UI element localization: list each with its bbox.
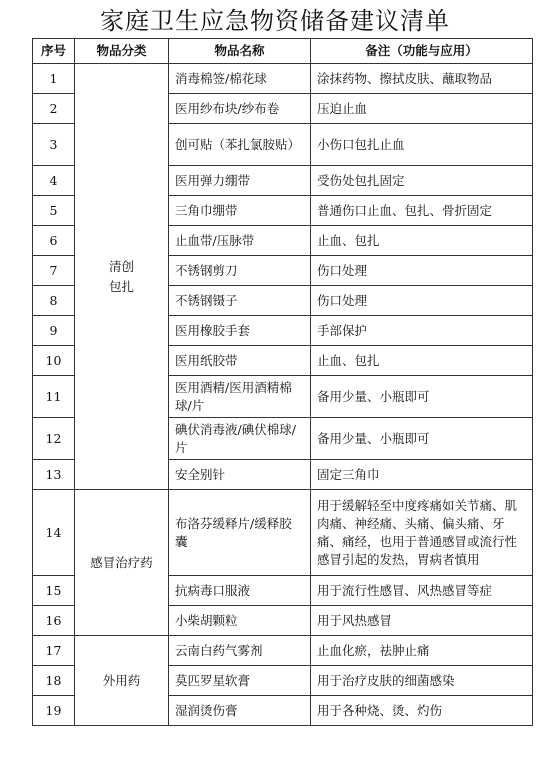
item-name: 安全别针 <box>169 460 311 490</box>
item-note: 止血、包扎 <box>311 346 533 376</box>
item-number: 19 <box>33 696 75 726</box>
header-category: 物品分类 <box>75 39 169 64</box>
item-note: 用于缓解轻至中度疼痛如关节痛、肌肉痛、神经痛、头痛、偏头痛、牙痛、痛经，也用于普通感冒或流行性感冒引起的发热，胃病者慎用 <box>311 490 533 576</box>
item-name: 创可贴（苯扎氯胺贴） <box>169 124 311 166</box>
item-number: 4 <box>33 166 75 196</box>
item-number: 9 <box>33 316 75 346</box>
item-note: 固定三角巾 <box>311 460 533 490</box>
item-name: 不锈钢镊子 <box>169 286 311 316</box>
item-number: 16 <box>33 606 75 636</box>
item-number: 15 <box>33 576 75 606</box>
item-number: 10 <box>33 346 75 376</box>
item-name: 止血带/压脉带 <box>169 226 311 256</box>
item-number: 5 <box>33 196 75 226</box>
table-body <box>33 64 533 726</box>
item-number: 6 <box>33 226 75 256</box>
item-note: 普通伤口止血、包扎、骨折固定 <box>311 196 533 226</box>
item-name: 消毒棉签/棉花球 <box>169 64 311 94</box>
table-row <box>33 636 533 666</box>
item-number: 13 <box>33 460 75 490</box>
item-number: 14 <box>33 490 75 576</box>
item-note: 备用少量、小瓶即可 <box>311 376 533 418</box>
item-note: 用于流行性感冒、风热感冒等症 <box>311 576 533 606</box>
item-note: 压迫止血 <box>311 94 533 124</box>
item-name: 布洛芬缓释片/缓释胶囊 <box>169 490 311 576</box>
category-label: 清创 包扎 <box>108 258 134 294</box>
supply-table <box>32 38 533 726</box>
item-name: 不锈钢剪刀 <box>169 256 311 286</box>
header-item-name: 物品名称 <box>169 39 311 64</box>
header-notes: 备注（功能与应用） <box>311 39 533 64</box>
item-note: 伤口处理 <box>311 256 533 286</box>
item-name: 抗病毒口服液 <box>169 576 311 606</box>
category-label: 外用药 <box>102 672 141 688</box>
item-name: 医用弹力绷带 <box>169 166 311 196</box>
item-note: 手部保护 <box>311 316 533 346</box>
item-note: 止血、包扎 <box>311 226 533 256</box>
item-name: 小柴胡颗粒 <box>169 606 311 636</box>
item-note: 止血化瘀，祛肿止痛 <box>311 636 533 666</box>
page-title: 家庭卫生应急物资储备建议清单 <box>100 7 450 35</box>
category-cell <box>75 64 169 490</box>
table-header-row <box>33 39 533 64</box>
item-name: 三角巾绷带 <box>169 196 311 226</box>
item-name: 医用橡胶手套 <box>169 316 311 346</box>
item-note: 备用少量、小瓶即可 <box>311 418 533 460</box>
item-number: 12 <box>33 418 75 460</box>
item-name: 莫匹罗星软膏 <box>169 666 311 696</box>
item-note: 受伤处包扎固定 <box>311 166 533 196</box>
item-note: 用于各种烧、烫、灼伤 <box>311 696 533 726</box>
item-note: 用于风热感冒 <box>311 606 533 636</box>
item-number: 3 <box>33 124 75 166</box>
item-number: 2 <box>33 94 75 124</box>
table-row <box>33 490 533 576</box>
item-number: 8 <box>33 286 75 316</box>
item-note: 涂抹药物、擦拭皮肤、蘸取物品 <box>311 64 533 94</box>
item-note: 用于治疗皮肤的细菌感染 <box>311 666 533 696</box>
item-name: 碘伏消毒液/碘伏棉球/片 <box>169 418 311 460</box>
category-label: 感冒治疗药 <box>90 554 153 570</box>
item-name: 医用纸胶带 <box>169 346 311 376</box>
item-number: 11 <box>33 376 75 418</box>
item-name: 云南白药气雾剂 <box>169 636 311 666</box>
category-cell <box>75 636 169 726</box>
item-number: 7 <box>33 256 75 286</box>
item-number: 17 <box>33 636 75 666</box>
item-note: 伤口处理 <box>311 286 533 316</box>
item-name: 医用纱布块/纱布卷 <box>169 94 311 124</box>
item-name: 湿润烫伤膏 <box>169 696 311 726</box>
header-number: 序号 <box>33 39 75 64</box>
category-cell <box>75 490 169 636</box>
item-number: 18 <box>33 666 75 696</box>
table-row <box>33 64 533 94</box>
item-name: 医用酒精/医用酒精棉球/片 <box>169 376 311 418</box>
item-note: 小伤口包扎止血 <box>311 124 533 166</box>
item-number: 1 <box>33 64 75 94</box>
